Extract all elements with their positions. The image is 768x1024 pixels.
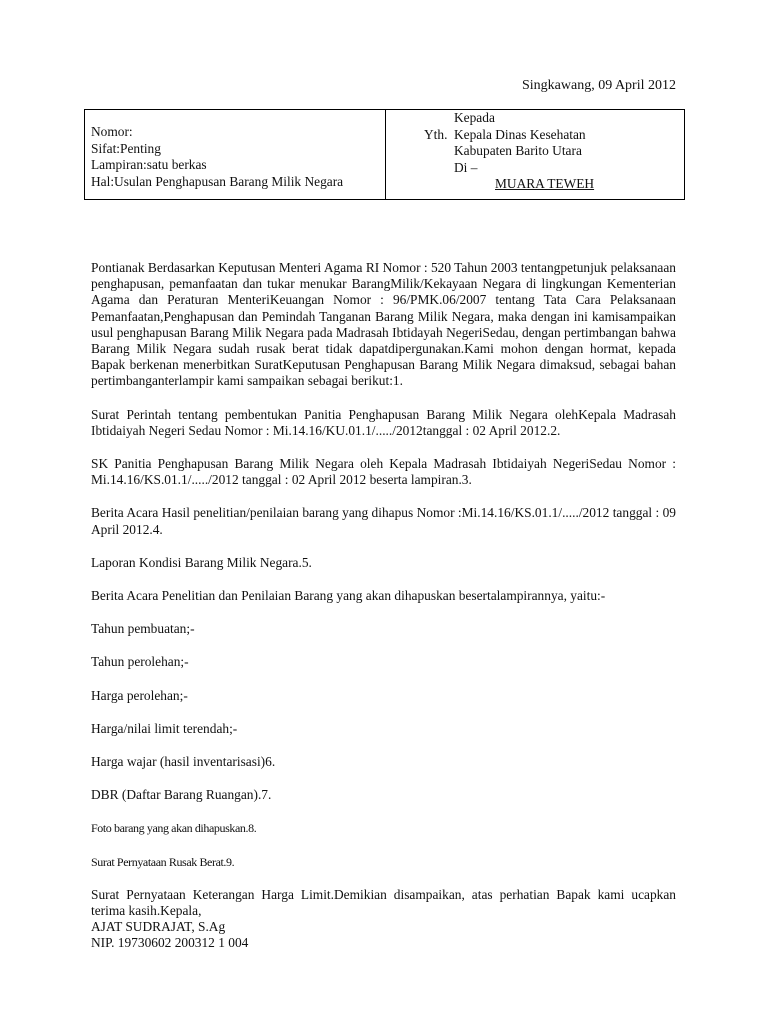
body-paragraph: Laporan Kondisi Barang Milik Negara.5.: [91, 554, 312, 570]
recipient-salutation: Yth.: [424, 127, 448, 142]
closing-text: Surat Pernyataan Keterangan Harga Limit.Demikian disampaikan, atas perhatian Bapak kami ucapkan terima kasih.Kepala,: [91, 886, 676, 919]
list-item: Harga/nilai limit terendah;-: [91, 720, 238, 736]
recipient-line-1: Kepala Dinas Kesehatan: [454, 126, 586, 142]
list-item: Tahun pembuatan;-: [91, 621, 195, 637]
recipient-line-2: Kabupaten Barito Utara: [454, 143, 582, 158]
body-paragraph: Berita Acara Penelitian dan Penilaian Barang yang akan dihapuskan besertalampirannya, yaitu:-: [91, 588, 606, 604]
recipient-kepada: Kepada: [454, 110, 495, 125]
letter-nature: Sifat:Penting: [91, 140, 161, 156]
letter-metadata: [85, 110, 386, 199]
place-date: Singkawang, 09 April 2012: [522, 78, 676, 93]
list-item: Harga wajar (hasil inventarisasi)6.: [91, 754, 276, 770]
letter-subject: Hal:Usulan Penghapusan Barang Milik Negara: [91, 173, 344, 189]
list-item: Tahun perolehan;-: [91, 654, 189, 670]
letter-body: [91, 260, 676, 952]
closing-block: [91, 887, 676, 952]
letter-header-table: [84, 109, 685, 200]
body-paragraph: SK Panitia Penghapusan Barang Milik Negara oleh Kepala Madrasah Ibtidaiyah NegeriSedau Nomor : Mi.14.16/KS.01.1/...../2012 tanggal : 02 April 2012 beserta lampiran.3.: [91, 456, 676, 488]
body-paragraph: Surat Perintah tentang pembentukan Panitia Penghapusan Barang Milik Negara olehKepala Madrasah Ibtidaiyah Negeri Sedau Nomor : Mi.14.16/KU.01.1/...../2012tanggal : 02 April 2012.2.: [91, 406, 676, 438]
list-item: DBR (Daftar Barang Ruangan).7.: [91, 787, 272, 803]
letter-number: Nomor:: [91, 124, 133, 139]
body-paragraph: Pontianak Berdasarkan Keputusan Menteri Agama RI Nomor : 520 Tahun 2003 tentangpetunjuk pelaksanaan penghapusan, pemanfaatan dan tukar menukar BarangMilik/Kekayaan Negara di lingkungan Kementerian Agama dan Peraturan MenteriKeuangan Nomor : 96/PMK.06/2007 tentang Tata Cara Pelaksanaan Pemanfaatan,Penghapusan dan Pemindah Tanganan Barang Milik Negara, maka dengan ini kamisampaikan usul penghapusan Barang Milik Negara pada Madrasah Ibtidayah NegeriSedau, dengan pertimbangan bahwa Barang Milik Negara sudah rusak berat tidak dapatdipergunakan.Kami mohon dengan hormat, kepada Bapak berkenan menerbitkan SuratKeputusan Penghapusan Barang Milik Negara dimaksud, sebagai bahan pertimbanganterlampir kami sampaikan sebagai berikut:1.: [91, 260, 676, 389]
signatory-nip: NIP. 19730602 200312 1 004: [91, 935, 249, 951]
letter-attachment: Lampiran:satu berkas: [91, 157, 207, 172]
recipient-address: [454, 110, 594, 193]
list-item: Surat Pernyataan Rusak Berat.9.: [91, 854, 235, 869]
list-item: Harga perolehan;-: [91, 687, 188, 703]
recipient-di: Di –: [454, 159, 478, 175]
recipient-city: MUARA TEWEH: [495, 176, 595, 191]
signatory-name: AJAT SUDRAJAT, S.Ag: [91, 919, 226, 935]
body-paragraph: Berita Acara Hasil penelitian/penilaian barang yang dihapus Nomor :Mi.14.16/KS.01.1/...../2012 tanggal : 09 April 2012.4.: [91, 505, 676, 537]
list-item: Foto barang yang akan dihapuskan.8.: [91, 821, 257, 836]
recipient-block: [386, 110, 684, 199]
